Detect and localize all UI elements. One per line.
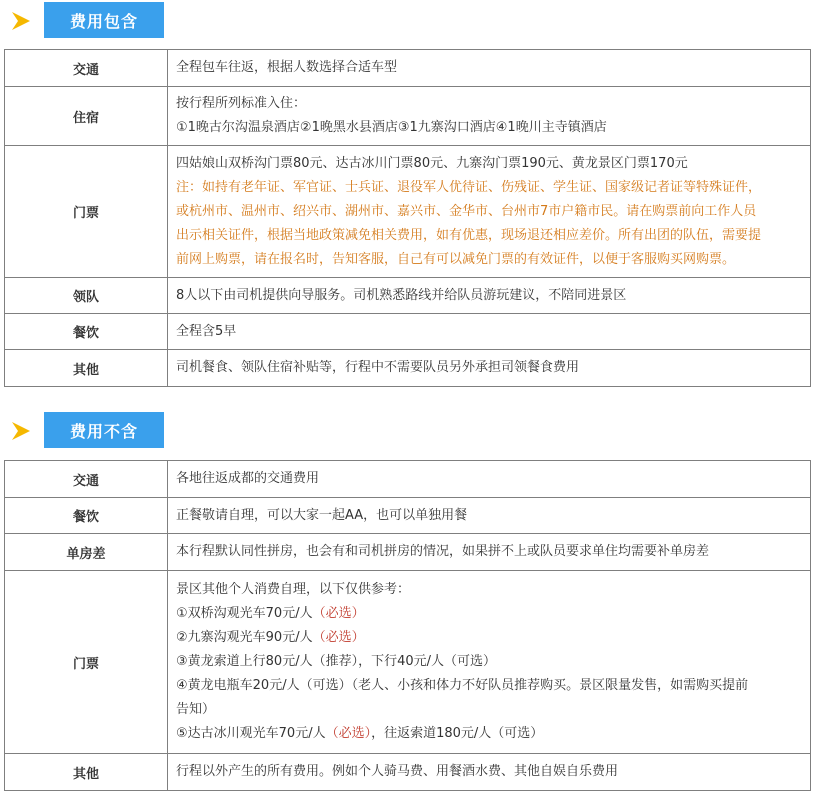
row-label: 其他 bbox=[5, 350, 168, 387]
table-row bbox=[5, 461, 811, 498]
row-label: 门票 bbox=[5, 571, 168, 754]
table-row bbox=[5, 50, 811, 87]
row-label: 门票 bbox=[5, 146, 168, 278]
row-content: 四姑娘山双桥沟门票80元、达古冰川门票80元、九寨沟门票190元、黄龙景区门票170元 注：如持有老年证、军官证、士兵证、退役军人优待证、伤残证、学生证、国家级记者证等特殊证件， 或杭州市、温州市、绍兴市、湖州市、嘉兴市、金华市、台州市7市户籍市民。请在购票前向工作人员 出示相关证件，根据当地政策减免相关费用，如有优惠，现场退还相应差价。所有出团的队伍，需要提 前网上购票，请在报名时，告知客服，自己有可以减免门票的有效证件，以便于客服购买网购票。 bbox=[168, 146, 811, 278]
excluded-table bbox=[4, 460, 811, 791]
required-tag: （必选） bbox=[312, 630, 365, 645]
row-label: 餐饮 bbox=[5, 314, 168, 350]
row-content: 景区其他个人消费自理，以下仅供参考： ①双桥沟观光车70元/人（必选） ②九寨沟观光车90元/人（必选） ③黄龙索道上行80元/人（推荐），下行40元/人（可选） ④黄龙电瓶车20元/人（可选）（老人、小孩和体力不好队员推荐购买。景区限量发售，如需购买提前 告知） ⑤达古冰川观光车70元/人（必选），往返索道180元/人（可选） bbox=[168, 571, 811, 754]
row-content: 全程包车往返，根据人数选择合适车型 bbox=[168, 50, 811, 87]
required-tag: （必选） bbox=[312, 606, 365, 621]
row-content: 各地往返成都的交通费用 bbox=[168, 461, 811, 498]
included-section-title: 费用包含 bbox=[44, 2, 164, 38]
table-row bbox=[5, 314, 811, 350]
row-content: 全程含5早 bbox=[168, 314, 811, 350]
row-label: 餐饮 bbox=[5, 498, 168, 534]
row-label: 交通 bbox=[5, 50, 168, 87]
row-label: 住宿 bbox=[5, 87, 168, 146]
table-row bbox=[5, 146, 811, 278]
table-row bbox=[5, 278, 811, 314]
row-content: 按行程所列标准入住： ①1晚古尔沟温泉酒店②1晚黑水县酒店③1九寨沟口酒店④1晚川主寺镇酒店 bbox=[168, 87, 811, 146]
row-label: 领队 bbox=[5, 278, 168, 314]
row-content: 司机餐食、领队住宿补贴等，行程中不需要队员另外承担司领餐食费用 bbox=[168, 350, 811, 387]
table-row bbox=[5, 350, 811, 387]
discount-note: 注：如持有老年证、军官证、士兵证、退役军人优待证、伤残证、学生证、国家级记者证等特殊证件， bbox=[176, 179, 762, 195]
row-content: 正餐敬请自理，可以大家一起AA，也可以单独用餐 bbox=[168, 498, 811, 534]
row-content: 本行程默认同性拼房，也会有和司机拼房的情况，如果拼不上或队员要求单住均需要补单房差 bbox=[168, 534, 811, 571]
included-section-header bbox=[10, 2, 210, 38]
row-label: 其他 bbox=[5, 754, 168, 791]
required-tag: （必选） bbox=[325, 726, 372, 741]
table-row bbox=[5, 571, 811, 754]
table-row bbox=[5, 754, 811, 791]
table-row bbox=[5, 534, 811, 571]
included-table bbox=[4, 49, 811, 387]
arrow-right-icon bbox=[10, 421, 32, 441]
excluded-section-title: 费用不含 bbox=[44, 412, 164, 448]
row-label: 交通 bbox=[5, 461, 168, 498]
row-label: 单房差 bbox=[5, 534, 168, 571]
table-row bbox=[5, 87, 811, 146]
row-content: 8人以下由司机提供向导服务。司机熟悉路线并给队员游玩建议，不陪同进景区 bbox=[168, 278, 811, 314]
arrow-right-icon bbox=[10, 11, 32, 31]
row-content: 行程以外产生的所有费用。例如个人骑马费、用餐酒水费、其他自娱自乐费用 bbox=[168, 754, 811, 791]
table-row bbox=[5, 498, 811, 534]
excluded-section-header bbox=[10, 412, 210, 448]
